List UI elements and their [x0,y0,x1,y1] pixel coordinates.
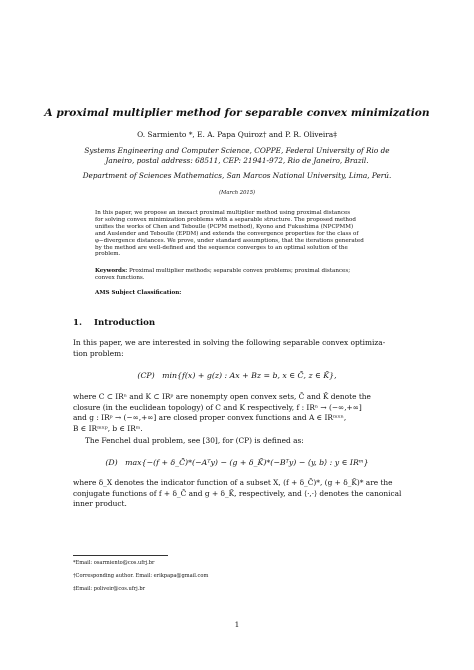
ams-label: AMS Subject Classification: [95,290,182,296]
footnote-1: *Email: osarmiento@cos.ufrj.br [73,560,155,566]
section-number: 1. [73,318,82,328]
abstract [95,210,381,258]
after-paragraph [73,478,403,510]
cp-formula: min{f(x) + g(z) : Ax + Bz = b, x ∈ C̄, z ∈ K̄}, [162,371,337,380]
where-line: closure (in the euclidean topology) of C and K respectively, f : IRⁿ → (−∞,+∞] [73,402,362,412]
footnote-3: ‡Email: poliveir@cos.ufrj.br [73,586,146,592]
keywords [95,268,381,282]
footnote-2: †Corresponding author. Email: erikpapa@gmail.com [73,573,209,579]
keywords-label: Keywords: [95,268,128,274]
after-line: inner product. [73,499,127,509]
where-paragraph [73,392,403,434]
paper-title: A proximal multiplier method for separable convex minimization [44,107,430,119]
where-line: where C ⊂ IRⁿ and K ⊂ IRᵖ are nonempty open convex sets, C̄ and K̄ denote the [73,392,371,401]
d-equation [0,458,474,467]
abstract-line: for solving convex minimization problems with a separable structure. The proposed method [95,216,356,223]
keywords-text-2: convex functions. [95,274,145,281]
where-line: and g : IRᵖ → (−∞,+∞] are closed proper convex functions and A ∈ IRᵐˣⁿ, [73,413,347,423]
footnote-rule [73,555,168,556]
ams-classification [95,290,181,296]
page-number: 1 [234,620,240,629]
section-title: Introduction [93,318,156,328]
affiliation-2: Department of Sciences Mathematics, San Marcos National University, Lima, Perú. [82,171,392,180]
abstract-line: In this paper, we propose an inexact proximal multiplier method using proximal distances [95,210,351,216]
abstract-line: φ−divergence distances. We prove, under standard assumptions, that the iterations generated [95,237,364,244]
intro-line-1: In this paper, we are interested in solving the following separable convex optimiza- [73,338,386,347]
abstract-line: problem. [95,251,121,258]
authors: O. Sarmiento *, E. A. Papa Quiroz† and P. R. Oliveira‡ [137,130,337,139]
keywords-text: Proximal multiplier methods; separable convex problems; proximal distances; [128,268,351,274]
abstract-line: unifies the works of Chen and Teboulle (PCPM method), Kyono and Fukushima (NPCPMM) [95,223,354,230]
abstract-line: by the method are well-defined and the sequence converges to an optimal solution of the [95,244,348,251]
fenchel-line: The Fenchel dual problem, see [30], for (CP) is defined as: [85,436,304,445]
cp-label: (CP) [137,371,155,380]
affiliation-1-line-2: Janeiro, postal address: 68511, CEP: 21941-972, Rio de Janeiro, Brazil. [105,156,369,165]
d-label: (D) [105,458,118,467]
affiliation-1-line-1: Systems Engineering and Computer Science, COPPE, Federal University of Rio de [84,146,390,155]
section-heading [73,318,155,328]
after-line: where δ_X denotes the indicator function of a subset X, (f + δ_C̄)*, (g + δ_K̄)* are the [73,478,393,487]
abstract-line: and Auslender and Teboulle (EPDM) and extends the convergence properties for the class of [95,230,359,237]
intro-line-2: tion problem: [73,349,124,358]
date: (March 2015) [218,190,256,196]
after-line: conjugate functions of f + δ_C̄ and g + δ_K̄, respectively, and ⟨·,·⟩ denotes the canonical [73,488,402,498]
d-formula: max{−(f + δ_C̄)*(−Aᵀy) − (g + δ_K̄)*(−Bᵀy) − ⟨y, b⟩ : y ∈ IRᵐ} [125,458,369,467]
cp-equation [0,371,474,380]
where-line: B ∈ IRᵐˣᵖ, b ∈ IRᵐ. [73,423,143,433]
